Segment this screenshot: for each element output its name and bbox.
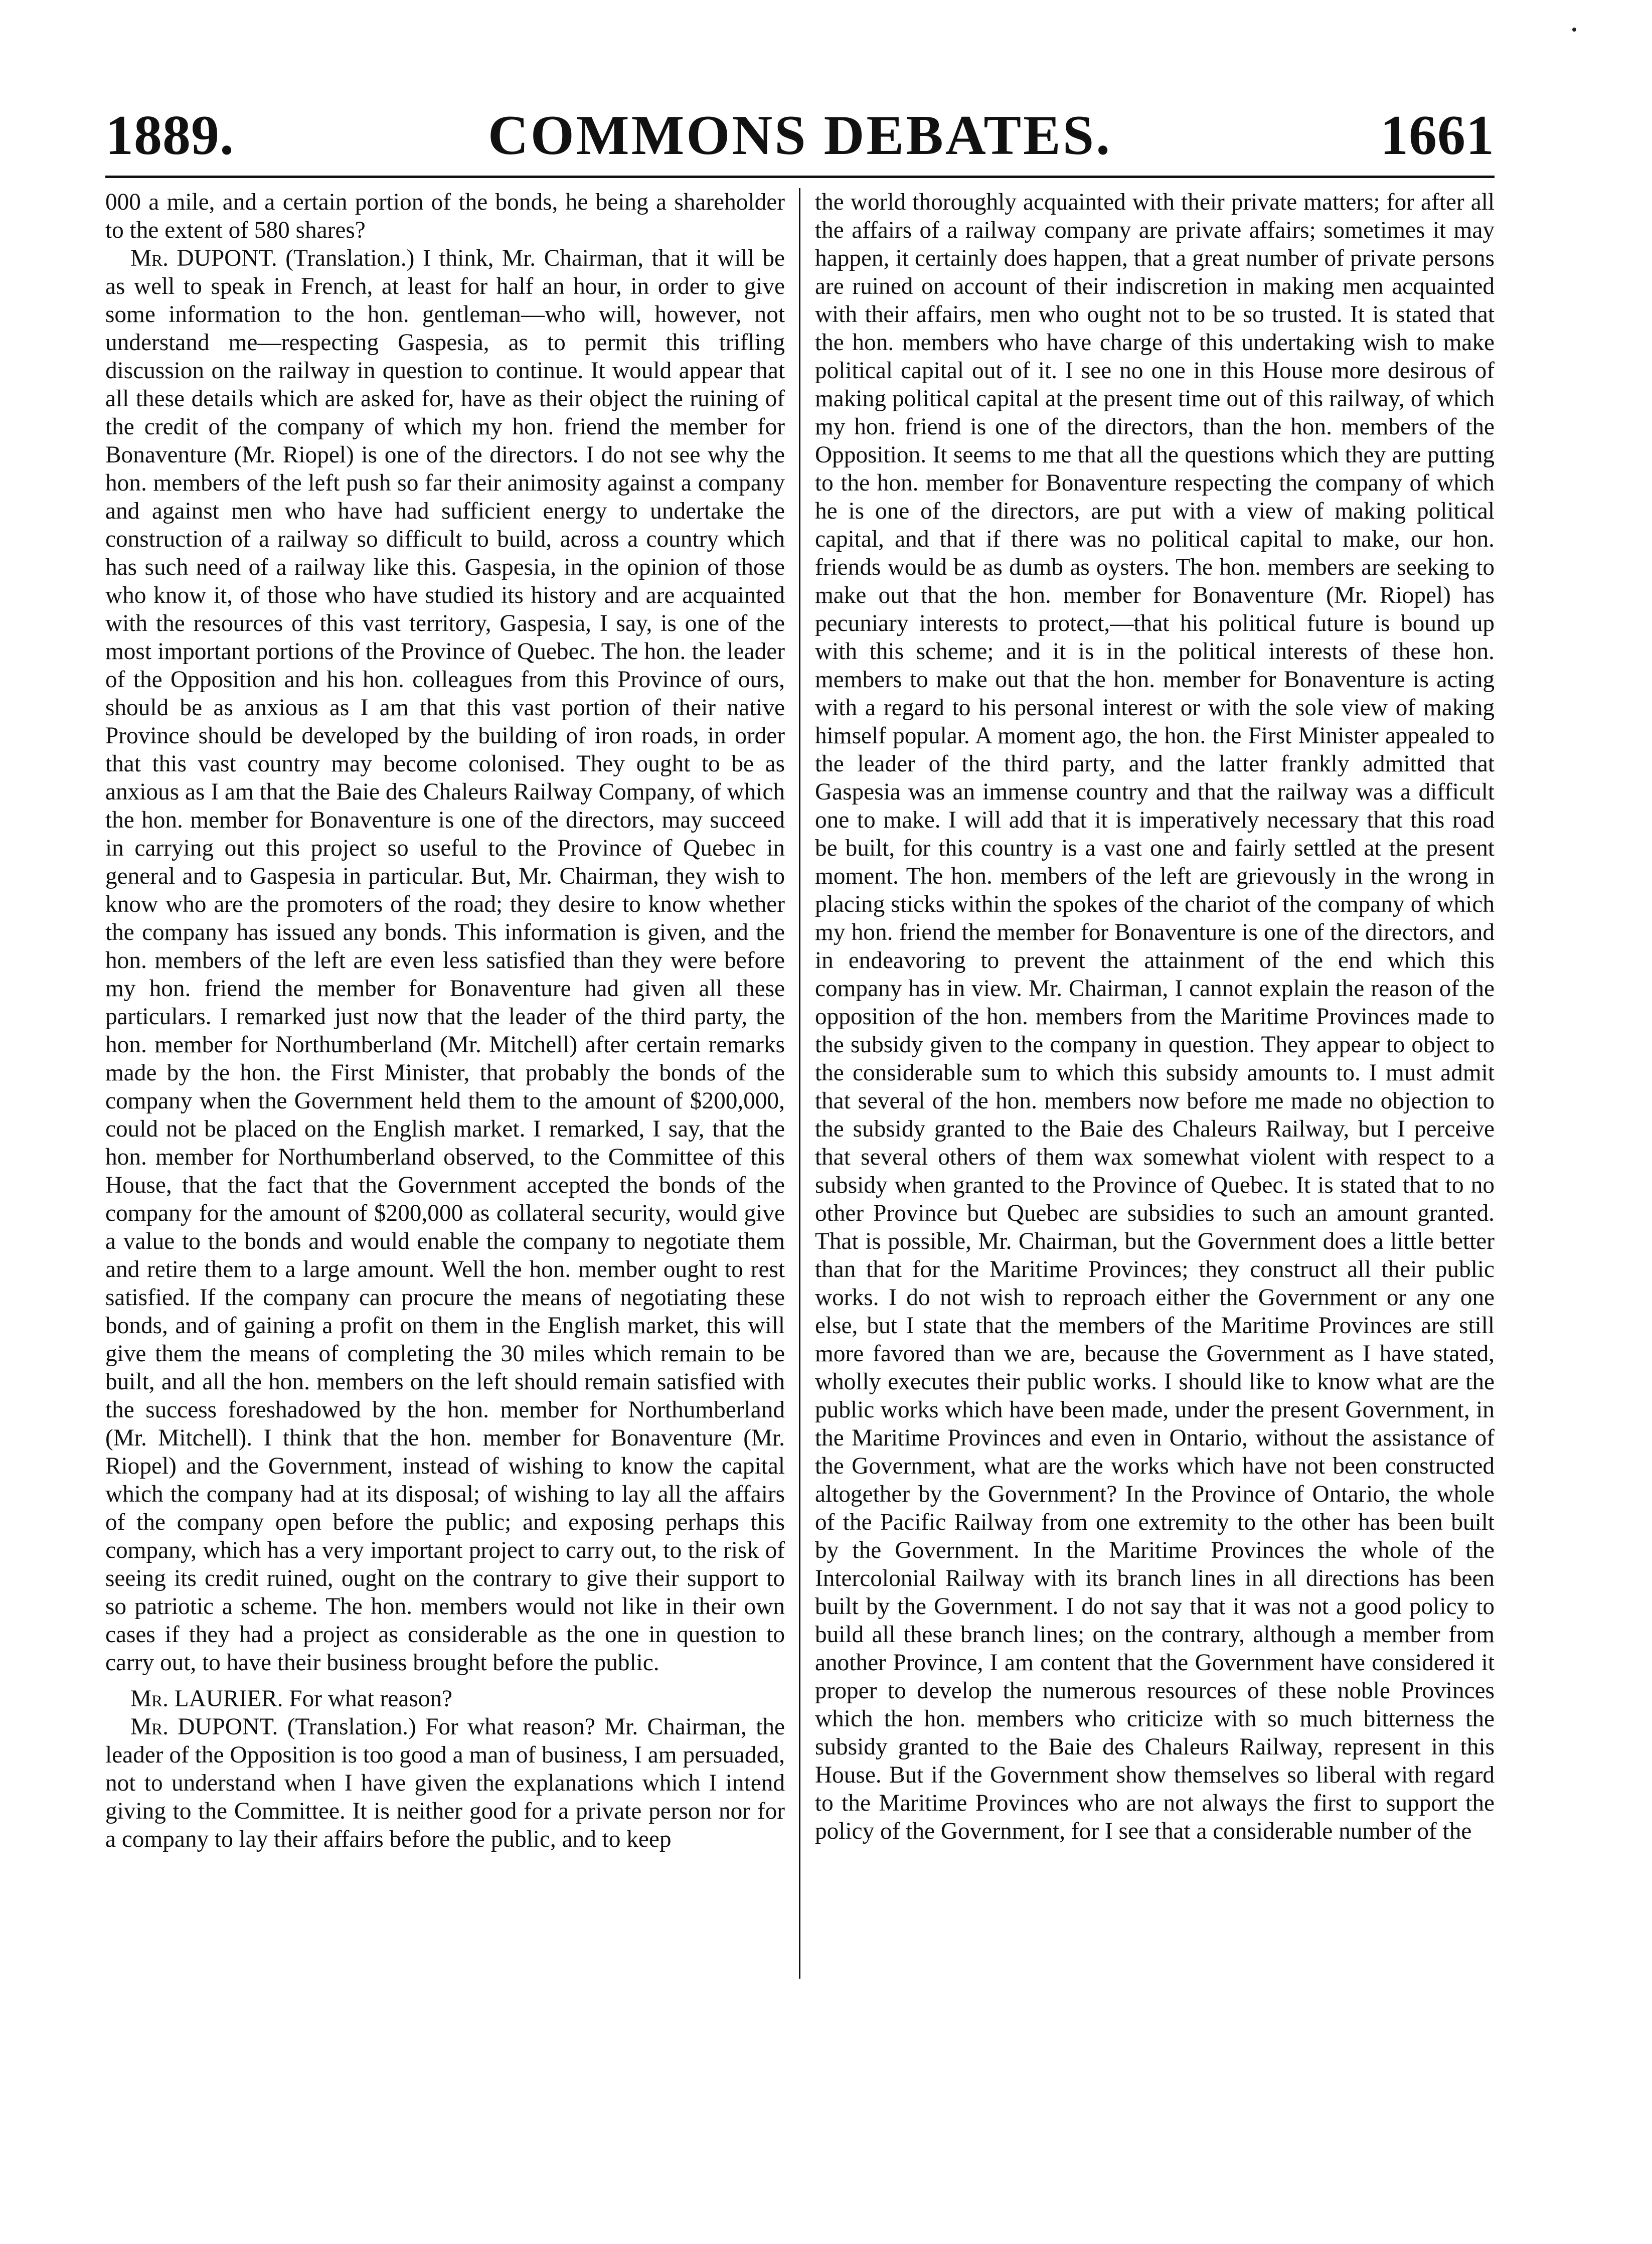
right-column — [815, 188, 1495, 1989]
paragraph — [105, 188, 785, 244]
paragraph-text: 000 a mile, and a certain portion of the bonds, he being a shareholder to the extent of 580 shares? — [105, 189, 785, 243]
column-divider — [799, 188, 800, 1979]
year-label: 1889. — [105, 104, 234, 167]
page-number: 1661 — [1380, 104, 1495, 167]
left-column — [105, 188, 785, 1989]
header-rule — [105, 176, 1495, 178]
paragraph — [105, 1713, 785, 1853]
speaker-name: Mr. DUPONT. — [130, 1714, 278, 1740]
running-title: COMMONS DEBATES. — [487, 104, 1112, 167]
paragraph-text: For what reason? — [283, 1686, 453, 1712]
speaker-name: Mr. LAURIER. — [130, 1686, 283, 1712]
paragraph — [105, 1685, 785, 1713]
speaker-name: Mr. DUPONT. — [130, 245, 277, 271]
paragraph-text: the world thoroughly acquainted with their private matters; for after all the affairs of a railway company are private affairs; sometimes it may happen, it certainly does happen, that a great number of private persons are ruined on account of their indiscretion in making men acquainted with their affairs, men who ought not to be so trusted. It is stated that the hon. members who have charge of this undertaking wish to make political capital out of it. I see no one in this House more desirous of making political capital at the present time out of this railway, of which my hon. friend is one of the directors, than the hon. members of the Opposition. It seems to me that all the questions which they are putting to the hon. member for Bonaventure respecting the company of which he is one of the directors, are put with a view of making political capital, and that if there was no political capital to make, our hon. friends would be as dumb as oysters. The hon. members are seeking to make out that the hon. member for Bonaventure (Mr. Riopel) has pecuniary interests to protect,—that his political future is bound up with this scheme; and it is in the political interests of these hon. members to make out that the hon. member for Bonaventure is acting with a regard to his personal interest or with the sole view of making himself popular. A moment ago, the hon. the First Minister appealed to the leader of the third party, and the latter frankly admitted that Gaspesia was an immense country and that the railway was a difficult one to make. I will add that it is imperatively necessary that this road be built, for this country is a vast one and fairly settled at the present moment. The hon. members of the left are grievously in the wrong in placing sticks within the spokes of the chariot of the company of which my hon. friend the member for Bonaventure is one of the directors, and in endeavoring to prevent the attainment of the end which this company has in view. Mr. Chairman, I cannot explain the reason of the opposition of the hon. members from the Maritime Provinces made to the subsidy given to the company in question. They appear to object to the considerable sum to which this subsidy amounts to. I must admit that several of the hon. members now before me made no objection to the subsidy granted to the Baie des Chaleurs Railway, but I perceive that several others of them wax somewhat violent with respect to a subsidy when granted to the Province of Quebec. It is stated that to no other Province but Quebec are subsidies to such an amount granted. That is possible, Mr. Chairman, but the Government does a little better than that for the Maritime Provinces; they construct all their public works. I do not wish to reproach either the Government or any one else, but I state that the members of the Maritime Provinces are still more favored than we are, because the Government as I have stated, wholly executes their public works. I should like to know what are the public works which have been made, under the present Government, in the Maritime Provinces and even in Ontario, without the assistance of the Government, what are the works which have not been constructed altogether by the Government? In the Province of Ontario, the whole of the Pacific Railway from one extremity to the other has been built by the Government. In the Maritime Provinces the whole of the Intercolonial Railway with its branch lines in all directions has been built by the Government. I do not say that it was not a good policy to build all these branch lines; on the contrary, although a member from another Province, I am content that the Government have considered it proper to develop the numerous resources of these noble Provinces which the hon. members who criticize with so much bitterness the subsidy granted to the Baie des Chaleurs Railway, represent in this House. But if the Government show themselves so liberal with regard to the Maritime Provinces who are not always the first to support the policy of the Government, for I see that a considerable number of the — [815, 189, 1495, 1844]
margin-speck — [1572, 28, 1576, 32]
paragraph — [105, 244, 785, 1677]
paragraph-text: (Translation.) For what reason? Mr. Chairman, the leader of the Opposition is too good a man of business, I am persuaded, not to understand when I have given the explanations which I intend giving to the Committee. It is neither good for a private person nor for a company to lay their affairs before the public, and to keep — [105, 1714, 785, 1852]
paragraph-text: (Translation.) I think, Mr. Chairman, that it will be as well to speak in French, at least for half an hour, in order to give some information to the hon. gentleman—who will, however, not understand me—respecting Gaspesia, as to permit this trifling discussion on the railway in question to continue. It would appear that all these details which are asked for, have as their object the ruining of the credit of the company of which my hon. friend the member for Bonaventure (Mr. Riopel) is one of the directors. I do not see why the hon. members of the left push so far their animosity against a company and against men who have had sufficient energy to undertake the construction of a railway so difficult to build, across a country which has such need of a railway like this. Gaspesia, in the opinion of those who know it, of those who have studied its history and are acquainted with the resources of this vast territory, Gaspesia, I say, is one of the most important portions of the Province of Quebec. The hon. the leader of the Opposition and his hon. colleagues from this Province of ours, should be as anxious as I am that this vast portion of their native Province should be developed by the building of iron roads, in order that this vast country may become colonised. They ought to be as anxious as I am that the Baie des Chaleurs Railway Company, of which the hon. member for Bonaventure is one of the directors, may succeed in carrying out this project so useful to the Province of Quebec in general and to Gaspesia in particular. But, Mr. Chairman, they wish to know who are the promoters of the road; they desire to know whether the company has issued any bonds. This information is given, and the hon. members of the left are even less satisfied than they were before my hon. friend the member for Bonaventure had given all these particulars. I remarked just now that the leader of the third party, the hon. member for Northumberland (Mr. Mitchell) after certain remarks made by the hon. the First Minister, that probably the bonds of the company when the Government held them to the amount of $200,000, could not be placed on the English market. I remarked, I say, that the hon. member for Northumberland observed, to the Committee of this House, that the fact that the Government accepted the bonds of the company for the amount of $200,000 as collateral security, would give a value to the bonds and would enable the company to negotiate them and retire them to a large amount. Well the hon. member ought to rest satisfied. If the company can procure the means of negotiating these bonds, and of gaining a profit on them in the English market, this will give them the means of completing the 30 miles which remain to be built, and all the hon. members on the left should remain satisfied with the success foreshadowed by the hon. member for Northumberland (Mr. Mitchell). I think that the hon. member for Bonaventure (Mr. Riopel) and the Government, instead of wishing to know the capital which the company had at its disposal; of wishing to lay all the affairs of the company open before the public; and exposing perhaps this company, which has a very important project to carry out, to the risk of seeing its credit ruined, ought on the contrary to give their support to so patriotic a scheme. The hon. members would not like in their own cases if they had a project as considerable as the one in question to carry out, to have their business brought before the public. — [105, 245, 785, 1676]
paragraph — [815, 188, 1495, 1845]
page-header — [105, 98, 1495, 178]
